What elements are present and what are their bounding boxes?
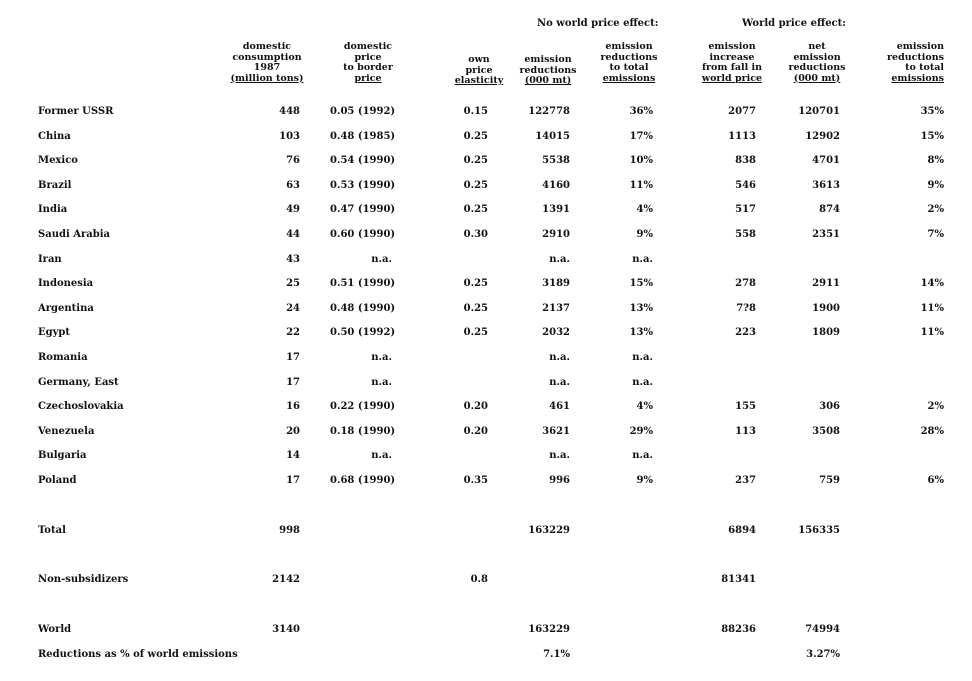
- cell-emission-share: 11%: [629, 180, 653, 191]
- cell-net-reductions: 3613: [812, 180, 840, 191]
- cell-consumption: 448: [279, 106, 300, 117]
- cell-price-ratio: 0.05 (1992): [330, 106, 396, 117]
- cell-elasticity: 0.30: [463, 229, 488, 240]
- row-label: World: [38, 624, 72, 635]
- cell-consumption: 63: [286, 180, 300, 191]
- cell-elasticity: 0.25: [463, 180, 488, 191]
- row-label: Reductions as % of world emissions: [38, 649, 238, 660]
- cell-price-ratio: 0.51 (1990): [330, 278, 396, 289]
- cell-emission-reductions: n.a.: [549, 450, 570, 461]
- cell-emission-reductions: 3621: [542, 426, 570, 437]
- cell-price-ratio: 0.60 (1990): [330, 229, 396, 240]
- cell-net-reductions: 4701: [812, 155, 840, 166]
- cell-consumption: 103: [279, 131, 300, 142]
- cell-emission-increase: 7?8: [736, 303, 756, 314]
- cell-net-reductions: 120701: [798, 106, 840, 117]
- cell-emission-share: 10%: [629, 155, 653, 166]
- cell-net-reductions: 306: [819, 401, 840, 412]
- cell-net-reductions: 12902: [805, 131, 840, 142]
- cell-emission-reductions: n.a.: [549, 377, 570, 388]
- cell-emission-reductions: 4160: [542, 180, 570, 191]
- cell-emission-share: 4%: [636, 401, 653, 412]
- cell-emission-share: n.a.: [632, 377, 653, 388]
- cell-elasticity: 0.25: [463, 131, 488, 142]
- cell-price-ratio: 0.48 (1990): [330, 303, 396, 314]
- cell-net-reductions: 2911: [812, 278, 840, 289]
- cell-net-share: 7%: [927, 229, 944, 240]
- cell-net-share: 15%: [920, 131, 944, 142]
- cell-net-reductions: 3.27%: [806, 649, 840, 660]
- cell-emission-reductions: 7.1%: [543, 649, 570, 660]
- cell-emission-increase: 223: [735, 327, 756, 338]
- cell-net-share: 14%: [920, 278, 944, 289]
- row-label: China: [38, 131, 71, 142]
- cell-consumption: 25: [286, 278, 300, 289]
- cell-emission-increase: 838: [735, 155, 756, 166]
- cell-consumption: 2142: [272, 574, 300, 585]
- cell-price-ratio: 0.47 (1990): [330, 204, 396, 215]
- cell-emission-reductions: 163229: [528, 525, 570, 536]
- cell-emission-share: n.a.: [632, 352, 653, 363]
- cell-net-reductions: 156335: [798, 525, 840, 536]
- cell-elasticity: 0.20: [463, 401, 488, 412]
- cell-emission-increase: 278: [735, 278, 756, 289]
- col-header-net-reductions: net emission reductions (000 mt): [788, 41, 846, 84]
- cell-elasticity: 0.25: [463, 327, 488, 338]
- cell-emission-increase: 558: [735, 229, 756, 240]
- cell-emission-increase: 113: [735, 426, 756, 437]
- cell-emission-share: 15%: [629, 278, 653, 289]
- cell-emission-share: n.a.: [632, 254, 653, 265]
- cell-consumption: 76: [286, 155, 300, 166]
- group-header-world: World price effect:: [742, 18, 846, 29]
- cell-consumption: 24: [286, 303, 300, 314]
- cell-emission-reductions: 2032: [542, 327, 570, 338]
- cell-elasticity: 0.35: [463, 475, 488, 486]
- cell-emission-reductions: 2910: [542, 229, 570, 240]
- cell-emission-share: 9%: [636, 475, 653, 486]
- cell-price-ratio: 0.54 (1990): [330, 155, 396, 166]
- cell-emission-reductions: 1391: [542, 204, 570, 215]
- cell-emission-increase: 2077: [728, 106, 756, 117]
- row-label: Total: [38, 525, 66, 536]
- row-label: Saudi Arabia: [38, 229, 111, 240]
- cell-emission-increase: 1113: [728, 131, 756, 142]
- col-header-consumption: domestic consumption 1987 (million tons): [230, 41, 304, 84]
- cell-elasticity: 0.25: [463, 155, 488, 166]
- cell-net-share: 28%: [920, 426, 944, 437]
- cell-consumption: 17: [286, 475, 300, 486]
- cell-emission-share: n.a.: [632, 450, 653, 461]
- cell-net-share: 9%: [927, 180, 944, 191]
- cell-price-ratio: 0.48 (1985): [330, 131, 396, 142]
- row-label: India: [38, 204, 68, 215]
- cell-emission-increase: 546: [735, 180, 756, 191]
- group-header-no-world: No world price effect:: [537, 18, 659, 29]
- col-header-price: domestic price to border price: [343, 41, 393, 84]
- cell-net-reductions: 1900: [812, 303, 840, 314]
- cell-emission-increase: 88236: [721, 624, 756, 635]
- row-label: Czechoslovakia: [38, 401, 124, 412]
- cell-consumption: 44: [286, 229, 300, 240]
- cell-emission-reductions: 2137: [542, 303, 570, 314]
- row-label: Brazil: [38, 180, 72, 191]
- cell-price-ratio: n.a.: [371, 450, 392, 461]
- cell-consumption: 998: [279, 525, 300, 536]
- row-label: Romania: [38, 352, 88, 363]
- cell-elasticity: 0.25: [463, 204, 488, 215]
- row-label: Former USSR: [38, 106, 114, 117]
- cell-consumption: 17: [286, 352, 300, 363]
- row-label: Poland: [38, 475, 77, 486]
- cell-emission-share: 29%: [629, 426, 653, 437]
- cell-price-ratio: n.a.: [371, 254, 392, 265]
- cell-emission-share: 13%: [629, 303, 653, 314]
- cell-price-ratio: 0.53 (1990): [330, 180, 396, 191]
- col-header-emission-increase: emission increase from fall in world price: [701, 41, 763, 84]
- cell-elasticity: 0.20: [463, 426, 488, 437]
- cell-emission-reductions: n.a.: [549, 352, 570, 363]
- cell-net-reductions: 759: [819, 475, 840, 486]
- cell-emission-increase: 237: [735, 475, 756, 486]
- cell-emission-reductions: 14015: [535, 131, 570, 142]
- cell-net-share: 2%: [927, 401, 944, 412]
- cell-consumption: 20: [286, 426, 300, 437]
- cell-net-reductions: 2351: [812, 229, 840, 240]
- cell-emission-increase: 6894: [728, 525, 756, 536]
- cell-net-reductions: 1809: [812, 327, 840, 338]
- cell-price-ratio: 0.50 (1992): [330, 327, 396, 338]
- row-label: Indonesia: [38, 278, 94, 289]
- cell-net-share: 11%: [920, 327, 944, 338]
- row-label: Non-subsidizers: [38, 574, 129, 585]
- cell-consumption: 17: [286, 377, 300, 388]
- cell-emission-increase: 155: [735, 401, 756, 412]
- cell-elasticity: 0.25: [463, 278, 488, 289]
- cell-net-reductions: 74994: [805, 624, 840, 635]
- cell-net-share: 35%: [920, 106, 944, 117]
- row-label: Mexico: [38, 155, 78, 166]
- row-label: Iran: [38, 254, 62, 265]
- cell-emission-increase: 517: [735, 204, 756, 215]
- cell-net-reductions: 874: [819, 204, 840, 215]
- cell-emission-reductions: 461: [549, 401, 570, 412]
- cell-emission-reductions: 996: [549, 475, 570, 486]
- cell-consumption: 49: [286, 204, 300, 215]
- cell-emission-share: 9%: [636, 229, 653, 240]
- row-label: Venezuela: [38, 426, 95, 437]
- cell-emission-share: 17%: [629, 131, 653, 142]
- cell-price-ratio: 0.22 (1990): [330, 401, 396, 412]
- cell-consumption: 14: [286, 450, 300, 461]
- cell-emission-share: 36%: [629, 106, 653, 117]
- cell-net-share: 6%: [927, 475, 944, 486]
- cell-elasticity: 0.25: [463, 303, 488, 314]
- cell-net-share: 11%: [920, 303, 944, 314]
- cell-elasticity: 0.8: [470, 574, 488, 585]
- cell-consumption: 16: [286, 401, 300, 412]
- cell-emission-reductions: 122778: [528, 106, 570, 117]
- cell-consumption: 22: [286, 327, 300, 338]
- cell-emission-reductions: 3189: [542, 278, 570, 289]
- cell-emission-reductions: n.a.: [549, 254, 570, 265]
- cell-emission-share: 13%: [629, 327, 653, 338]
- cell-net-share: 8%: [927, 155, 944, 166]
- cell-net-share: 2%: [927, 204, 944, 215]
- cell-price-ratio: n.a.: [371, 377, 392, 388]
- col-header-emission-reductions: emission reductions (000 mt): [519, 54, 577, 86]
- cell-price-ratio: n.a.: [371, 352, 392, 363]
- cell-emission-increase: 81341: [721, 574, 756, 585]
- cell-consumption: 3140: [272, 624, 300, 635]
- cell-emission-reductions: 5538: [542, 155, 570, 166]
- cell-elasticity: 0.15: [463, 106, 488, 117]
- cell-price-ratio: 0.18 (1990): [330, 426, 396, 437]
- col-header-elasticity: own price elasticity: [454, 54, 504, 86]
- row-label: Argentina: [38, 303, 94, 314]
- row-label: Egypt: [38, 327, 71, 338]
- cell-consumption: 43: [286, 254, 300, 265]
- row-label: Bulgaria: [38, 450, 87, 461]
- col-header-net-share: emission reductions to total emissions: [887, 41, 944, 84]
- cell-price-ratio: 0.68 (1990): [330, 475, 396, 486]
- cell-net-reductions: 3508: [812, 426, 840, 437]
- cell-emission-reductions: 163229: [528, 624, 570, 635]
- col-header-emission-share: emission reductions to total emissions: [600, 41, 658, 84]
- cell-emission-share: 4%: [636, 204, 653, 215]
- row-label: Germany, East: [38, 377, 119, 388]
